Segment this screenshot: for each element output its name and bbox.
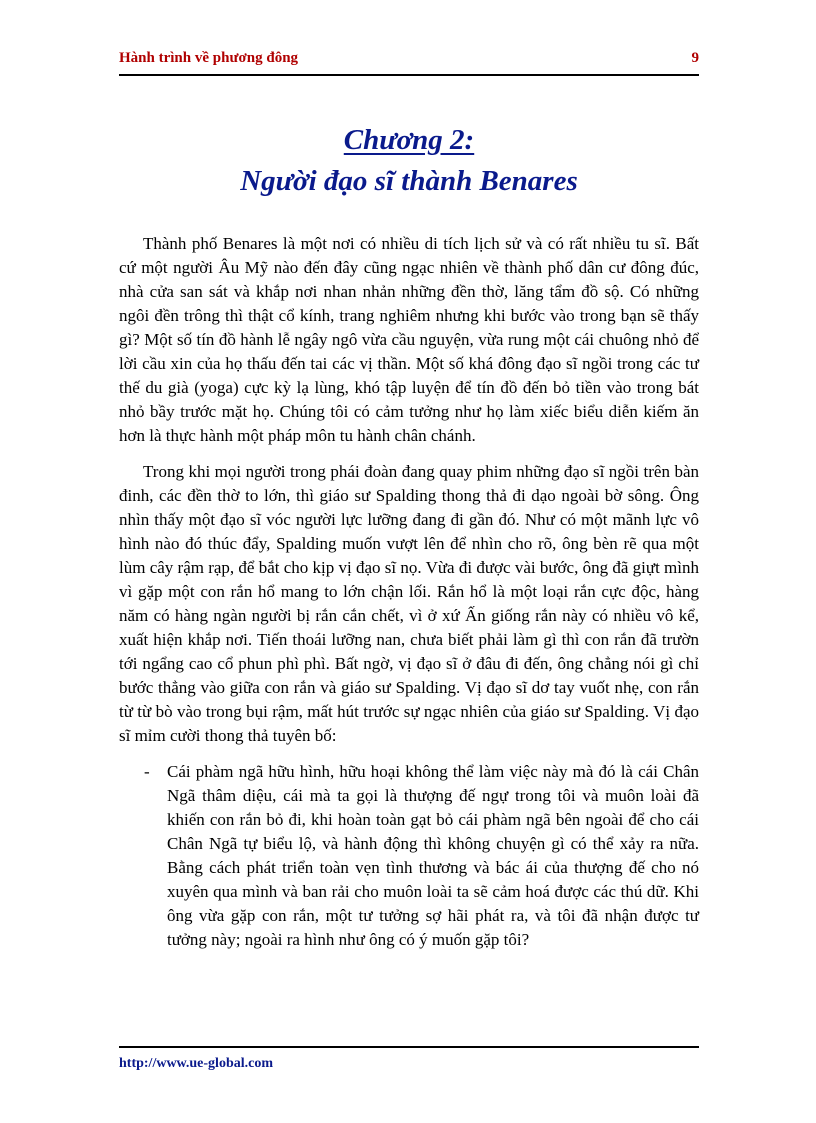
header-divider <box>119 74 699 76</box>
page-header <box>119 50 699 67</box>
paragraph: Thành phố Benares là một nơi có nhiều di tích lịch sử và có rất nhiều tu sĩ. Bất cứ một người Âu Mỹ nào đến đây cũng ngạc nhiên về thành phố dân cư đông đúc, nhà cửa san sát và khắp nơi nhan nhản những đền thờ, lăng tẩm đồ sộ. Có những ngôi đền trông thì thật cổ kính, trang nghiêm nhưng khi bước vào trong bạn sẽ thấy gì? Một số tín đồ hành lễ ngây ngô vừa cầu nguyện, vừa rung một cái chuông nhỏ để lời cầu xin của họ thấu đến tai các vị thần. Một số khá đông đạo sĩ ngồi trong các tư thế du già (yoga) cực kỳ lạ lùng, khó tập luyện để tín đồ đến bỏ tiền vào trong bát nhỏ bầy trước mặt họ. Chúng tôi có cảm tưởng như họ làm xiếc biểu diễn kiếm ăn hơn là thực hành một pháp môn tu hành chân chánh. <box>119 234 699 445</box>
dash-marker: - <box>144 762 150 781</box>
body-text <box>119 232 699 952</box>
chapter-title: Người đạo sĩ thành Benares <box>240 165 578 197</box>
paragraph: Trong khi mọi người trong phái đoàn đang quay phim những đạo sĩ ngồi trên bàn đinh, các đền thờ to lớn, thì giáo sư Spalding thong thả đi dạo ngoài bờ sông. Ông nhìn thấy một đạo sĩ vóc người lực lưỡng đang đi gần đó. Như có một mãnh lực vô hình nào đó thúc đẩy, Spalding muốn vượt lên để nhìn cho rõ, ông bèn rẽ qua một lùm cây rậm rạp, để bắt cho kịp vị đạo sĩ nọ. Vừa đi được vài bước, ông đã giựt mình vì gặp một con rắn hổ mang to lớn chận lối. Rắn hổ là một loại rắn cực độc, hàng năm có hàng ngàn người bị rắn cắn chết, vì ở xứ Ấn giống rắn này có nhiều vô kể, xuất hiện khắp nơi. Tiến thoái lưỡng nan, chưa biết phải làm gì thì con rắn đã trườn tới ngẩng cao cổ phun phì phì. Bất ngờ, vị đạo sĩ ở đâu đi đến, ông chẳng nói gì chỉ bước thẳng vào giữa con rắn và giáo sư Spalding. Vị đạo sĩ dơ tay vuốt nhẹ, con rắn từ từ bò vào trong bụi rậm, mất hút trước sự ngạc nhiên của giáo sư Spalding. Vị đạo sĩ mỉm cười thong thả tuyên bố: <box>119 462 699 745</box>
chapter-number: Chương 2: <box>343 124 475 156</box>
book-title: Hành trình về phương đông <box>119 50 299 66</box>
footer-link[interactable]: http://www.ue-global.com <box>119 1056 273 1071</box>
footer-divider <box>119 1046 699 1048</box>
quote-item <box>119 760 699 952</box>
quote-text: Cái phàm ngã hữu hình, hữu hoại không thể làm việc này mà đó là cái Chân Ngã thâm diệu, cái mà ta gọi là thượng đế ngự trong tôi và muôn loài đã khiến con rắn bỏ đi, khi hoàn toàn gạt bỏ cái phàm ngã bên ngoài để cho cái Chân Ngã tự biểu lộ, và hành động thì không chuyện gì có thể xảy ra nữa. Bằng cách phát triển toàn vẹn tình thương và bác ái của thượng đế cho nó xuyên qua mình và ban rải cho muôn loài ta sẽ cảm hoá được các thú dữ. Khi ông vừa gặp con rắn, một tư tưởng sợ hãi phát ra, và tôi đã nhận được tư tưởng này; ngoài ra hình như ông có ý muốn gặp tôi? <box>167 762 699 949</box>
page-number: 9 <box>691 50 699 66</box>
